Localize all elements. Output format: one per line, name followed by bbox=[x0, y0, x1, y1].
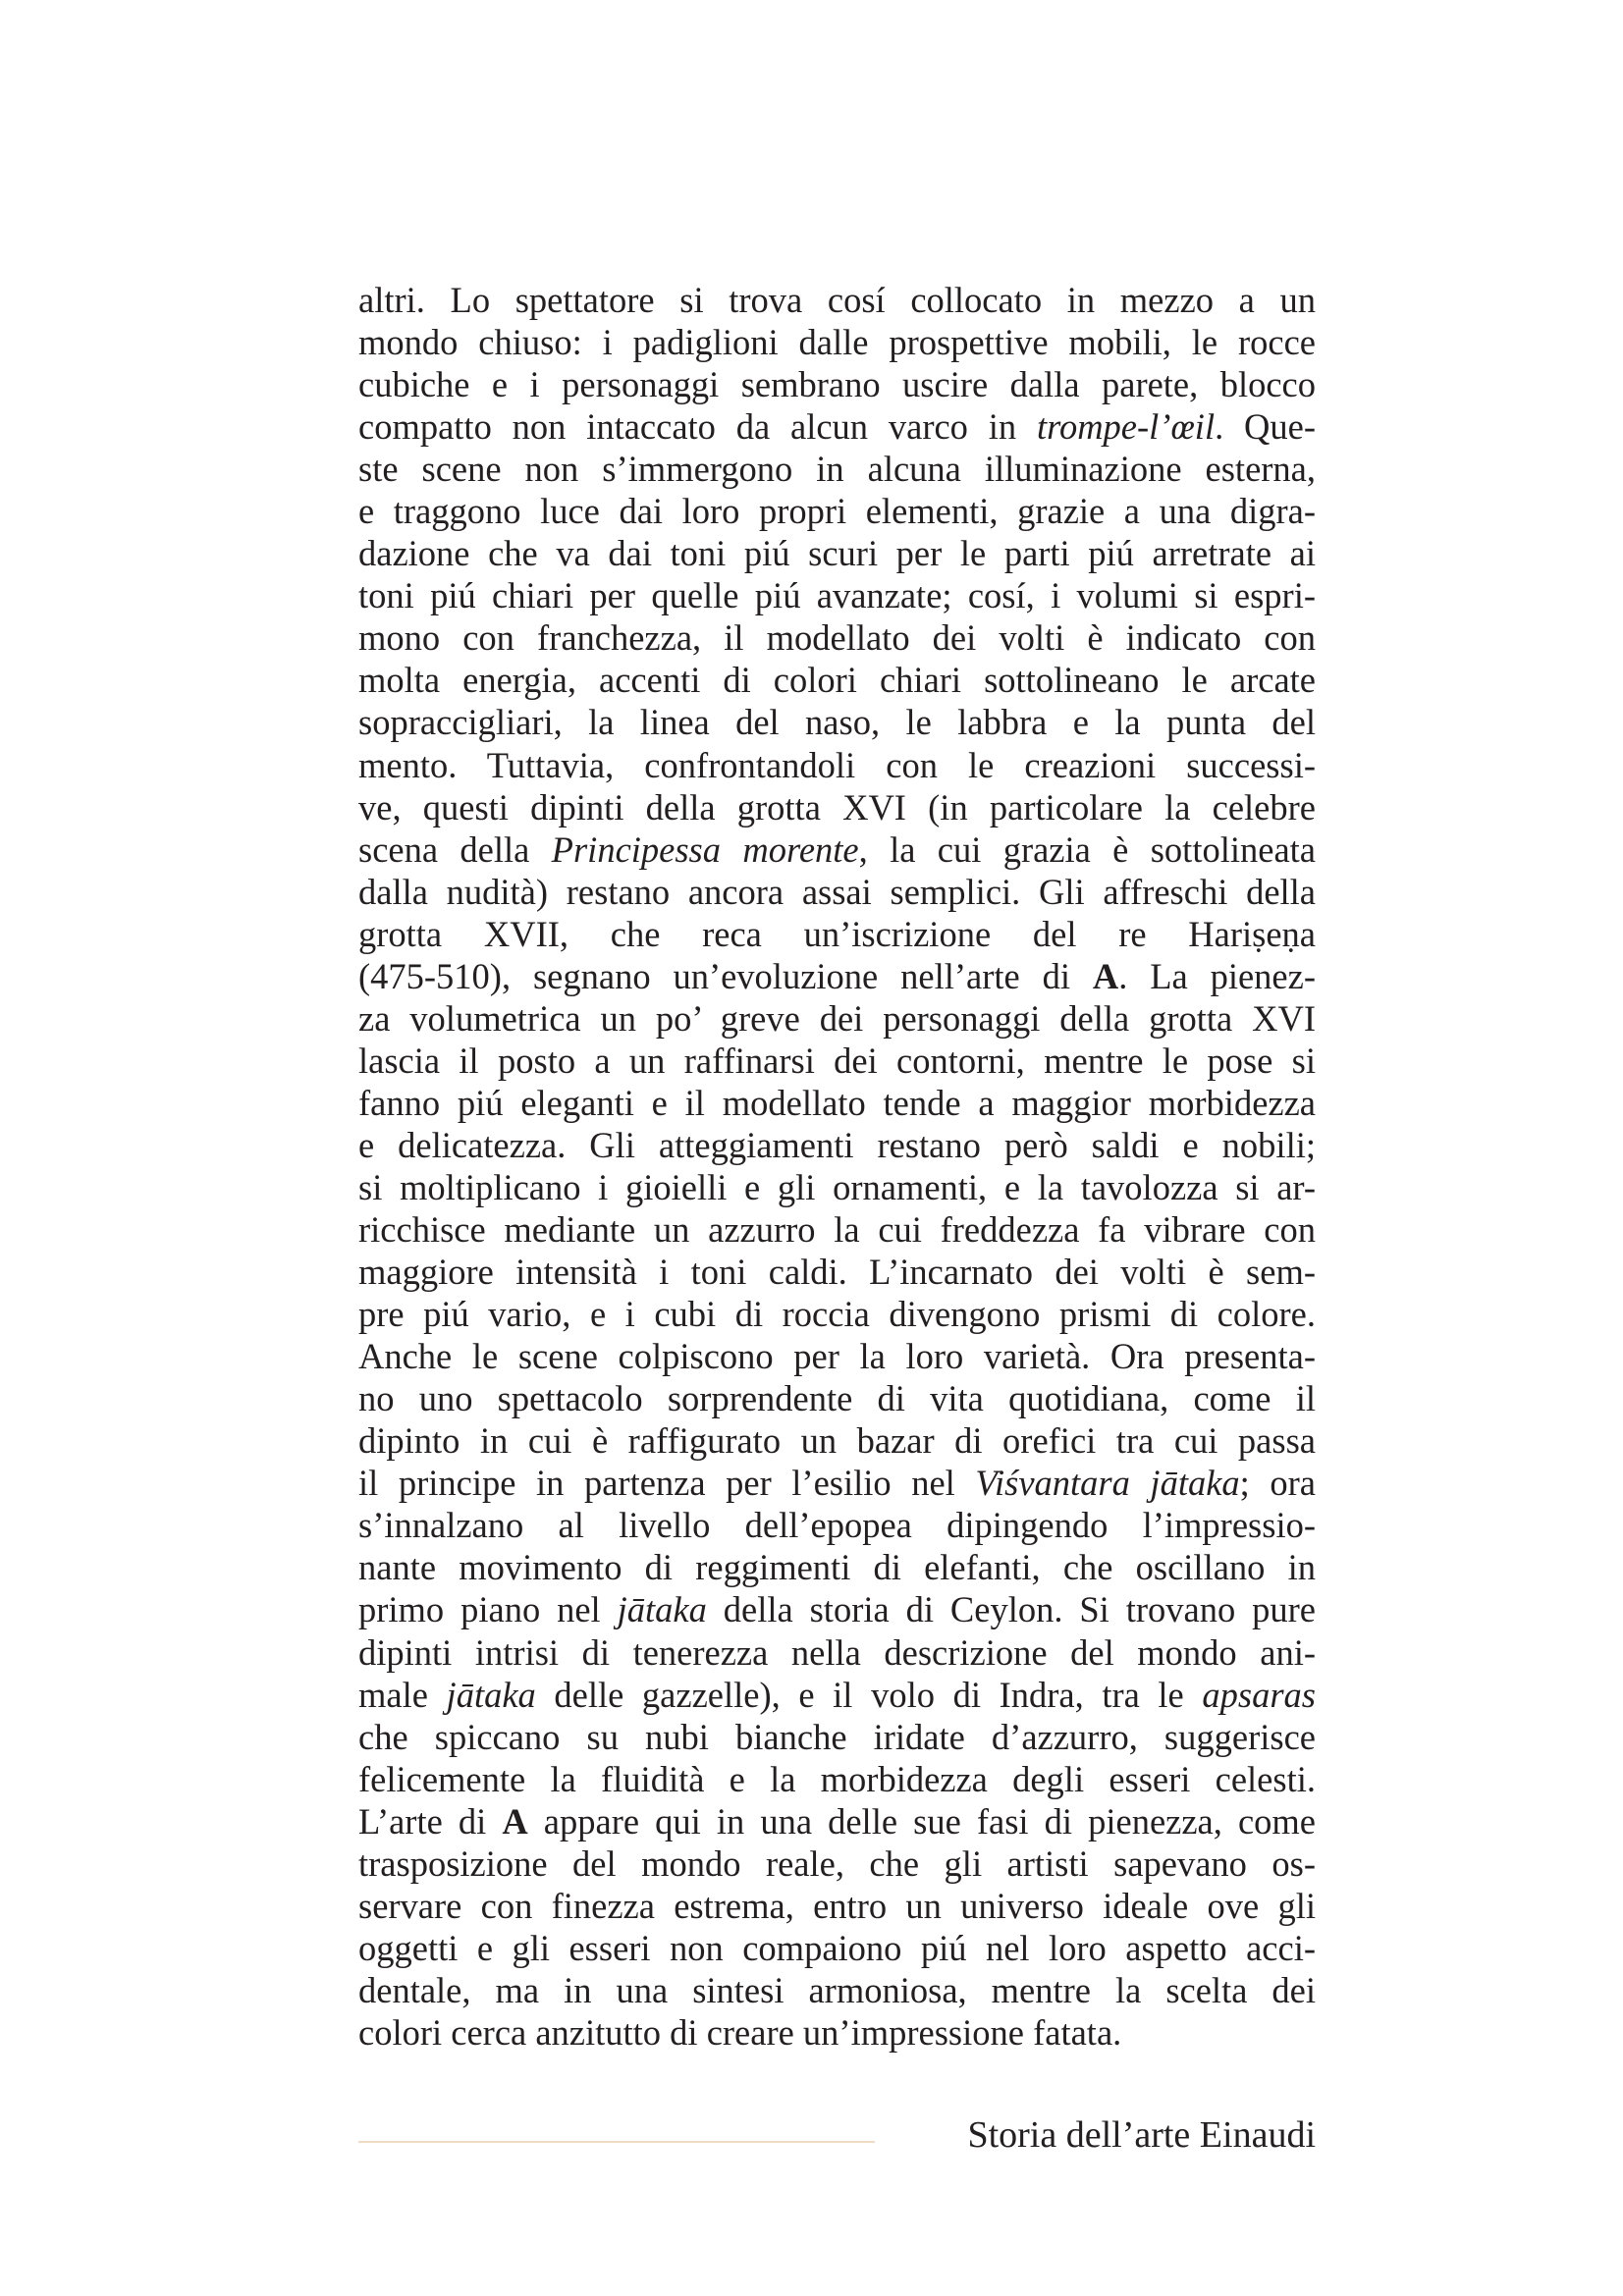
text-span: ; ora bbox=[1239, 1463, 1316, 1504]
text-line: si moltiplicano i gioielli e gli ornamenti, e la tavolozza si ar- bbox=[358, 1166, 1316, 1207]
text-line bbox=[358, 1800, 1316, 1842]
text-line: maggiore intensità i toni caldi. L’incarnato dei volti è sem- bbox=[358, 1252, 1316, 1293]
text-line: nante movimento di reggimenti di elefanti, che oscillano in bbox=[358, 1547, 1316, 1588]
text-line: oggetti e gli esseri non compaiono piú nel loro aspetto acci- bbox=[358, 1927, 1316, 1968]
text-line: Anche le scene colpiscono per la loro varietà. Ora presenta- bbox=[358, 1336, 1316, 1377]
text-line: mondo chiuso: i padiglioni dalle prospettive mobili, le rocce bbox=[358, 322, 1316, 363]
text-line: che spiccano su nubi bianche iridate d’azzurro, suggerisce bbox=[358, 1716, 1316, 1757]
text-line: trasposizione del mondo reale, che gli artisti sapevano os- bbox=[358, 1842, 1316, 1884]
text-line: fanno piú eleganti e il modellato tende a maggior morbidezza bbox=[358, 1082, 1316, 1123]
text-line: pre piú vario, e i cubi di roccia divengono prismi di colore. bbox=[358, 1294, 1316, 1335]
text-span: male bbox=[358, 1674, 447, 1715]
italic-term: trompe-l’œil bbox=[1036, 406, 1216, 448]
text-line: cubiche e i personaggi sembrano uscire dalla parete, blocco bbox=[358, 364, 1316, 405]
text-line: ste scene non s’immergono in alcuna illuminazione esterna, bbox=[358, 449, 1316, 490]
text-span: delle gazzelle), e il volo di Indra, tra le bbox=[535, 1674, 1203, 1715]
text-line: toni piú chiari per quelle piú avanzate; cosí, i volumi si espri- bbox=[358, 575, 1316, 616]
italic-term: jātaka bbox=[617, 1589, 707, 1630]
text-line bbox=[358, 955, 1316, 997]
text-line bbox=[358, 1674, 1316, 1716]
text-line: no uno spettacolo sorprendente di vita quotidiana, come il bbox=[358, 1378, 1316, 1419]
text-span: (475-510), segnano un’evoluzione nell’arte di bbox=[358, 955, 1093, 996]
italic-term: Principessa morente bbox=[551, 828, 859, 870]
text-span: scena della bbox=[358, 828, 552, 870]
text-line: grotta XVII, che reca un’iscrizione del re Hariṣeṇa bbox=[358, 913, 1316, 954]
text-line: za volumetrica un po’ greve dei personaggi della grotta XVI bbox=[358, 997, 1316, 1039]
text-span: appare qui in una delle sue fasi di pienezza, come bbox=[527, 1800, 1317, 1842]
text-line: s’innalzano al livello dell’epopea dipingendo l’impressio- bbox=[358, 1505, 1316, 1546]
text-span: . Que- bbox=[1215, 406, 1316, 448]
text-span: primo piano nel bbox=[358, 1589, 618, 1630]
italic-term: apsaras bbox=[1202, 1674, 1316, 1715]
body-text bbox=[358, 279, 1316, 2054]
text-line: felicemente la fluidità e la morbidezza degli esseri celesti. bbox=[358, 1758, 1316, 1799]
italic-term: jātaka bbox=[446, 1674, 536, 1715]
text-line: molta energia, accenti di colori chiari sottolineano le arcate bbox=[358, 660, 1316, 701]
text-line: sopraccigliari, la linea del naso, le labbra e la punta del bbox=[358, 702, 1316, 743]
text-line: dentale, ma in una sintesi armoniosa, mentre la scelta dei bbox=[358, 1969, 1316, 2010]
text-span: . La pienez- bbox=[1118, 955, 1316, 996]
text-line bbox=[358, 828, 1316, 871]
text-span: L’arte di bbox=[358, 1800, 503, 1842]
text-line bbox=[358, 1462, 1316, 1504]
text-line: dipinto in cui è raffigurato un bazar di orefici tra cui passa bbox=[358, 1420, 1316, 1462]
bold-term: A bbox=[1092, 955, 1119, 996]
text-line bbox=[358, 1588, 1316, 1630]
text-line: colori cerca anzitutto di creare un’impressione fatata. bbox=[358, 2011, 1122, 2053]
text-line bbox=[358, 405, 1316, 448]
text-line: mento. Tuttavia, confrontandoli con le creazioni successi- bbox=[358, 744, 1316, 785]
text-line: dazione che va dai toni piú scuri per le parti piú arretrate ai bbox=[358, 533, 1316, 574]
text-line: ricchisce mediante un azzurro la cui freddezza fa vibrare con bbox=[358, 1209, 1316, 1251]
text-span: , la cui grazia è sottolineata bbox=[858, 828, 1316, 870]
text-span: della storia di Ceylon. Si trovano pure bbox=[706, 1589, 1316, 1630]
text-line: dipinti intrisi di tenerezza nella descrizione del mondo ani- bbox=[358, 1631, 1316, 1673]
text-line: e traggono luce dai loro propri elementi, grazie a una digra- bbox=[358, 491, 1316, 532]
bold-term: A bbox=[502, 1800, 528, 1842]
footer-rule bbox=[358, 2141, 875, 2143]
text-line: altri. Lo spettatore si trova cosí collocato in mezzo a un bbox=[358, 280, 1316, 320]
text-line: mono con franchezza, il modellato dei volti è indicato con bbox=[358, 617, 1316, 659]
italic-term: Viśvantara jātaka bbox=[975, 1463, 1240, 1504]
text-line: servare con finezza estrema, entro un universo ideale ove gli bbox=[358, 1885, 1316, 1926]
text-line: ve, questi dipinti della grotta XVI (in particolare la celebre bbox=[358, 786, 1316, 828]
text-span: il principe in partenza per l’esilio nel bbox=[358, 1463, 976, 1504]
text-line: dalla nudità) restano ancora assai semplici. Gli affreschi della bbox=[358, 871, 1316, 912]
page-footer bbox=[358, 2110, 1316, 2160]
text-line: e delicatezza. Gli atteggiamenti restano però saldi e nobili; bbox=[358, 1124, 1316, 1165]
text-line: lascia il posto a un raffinarsi dei contorni, mentre le pose si bbox=[358, 1040, 1316, 1081]
text-span: compatto non intaccato da alcun varco in bbox=[358, 406, 1037, 448]
footer-publisher-label: Storia dell’arte Einaudi bbox=[967, 2114, 1316, 2156]
